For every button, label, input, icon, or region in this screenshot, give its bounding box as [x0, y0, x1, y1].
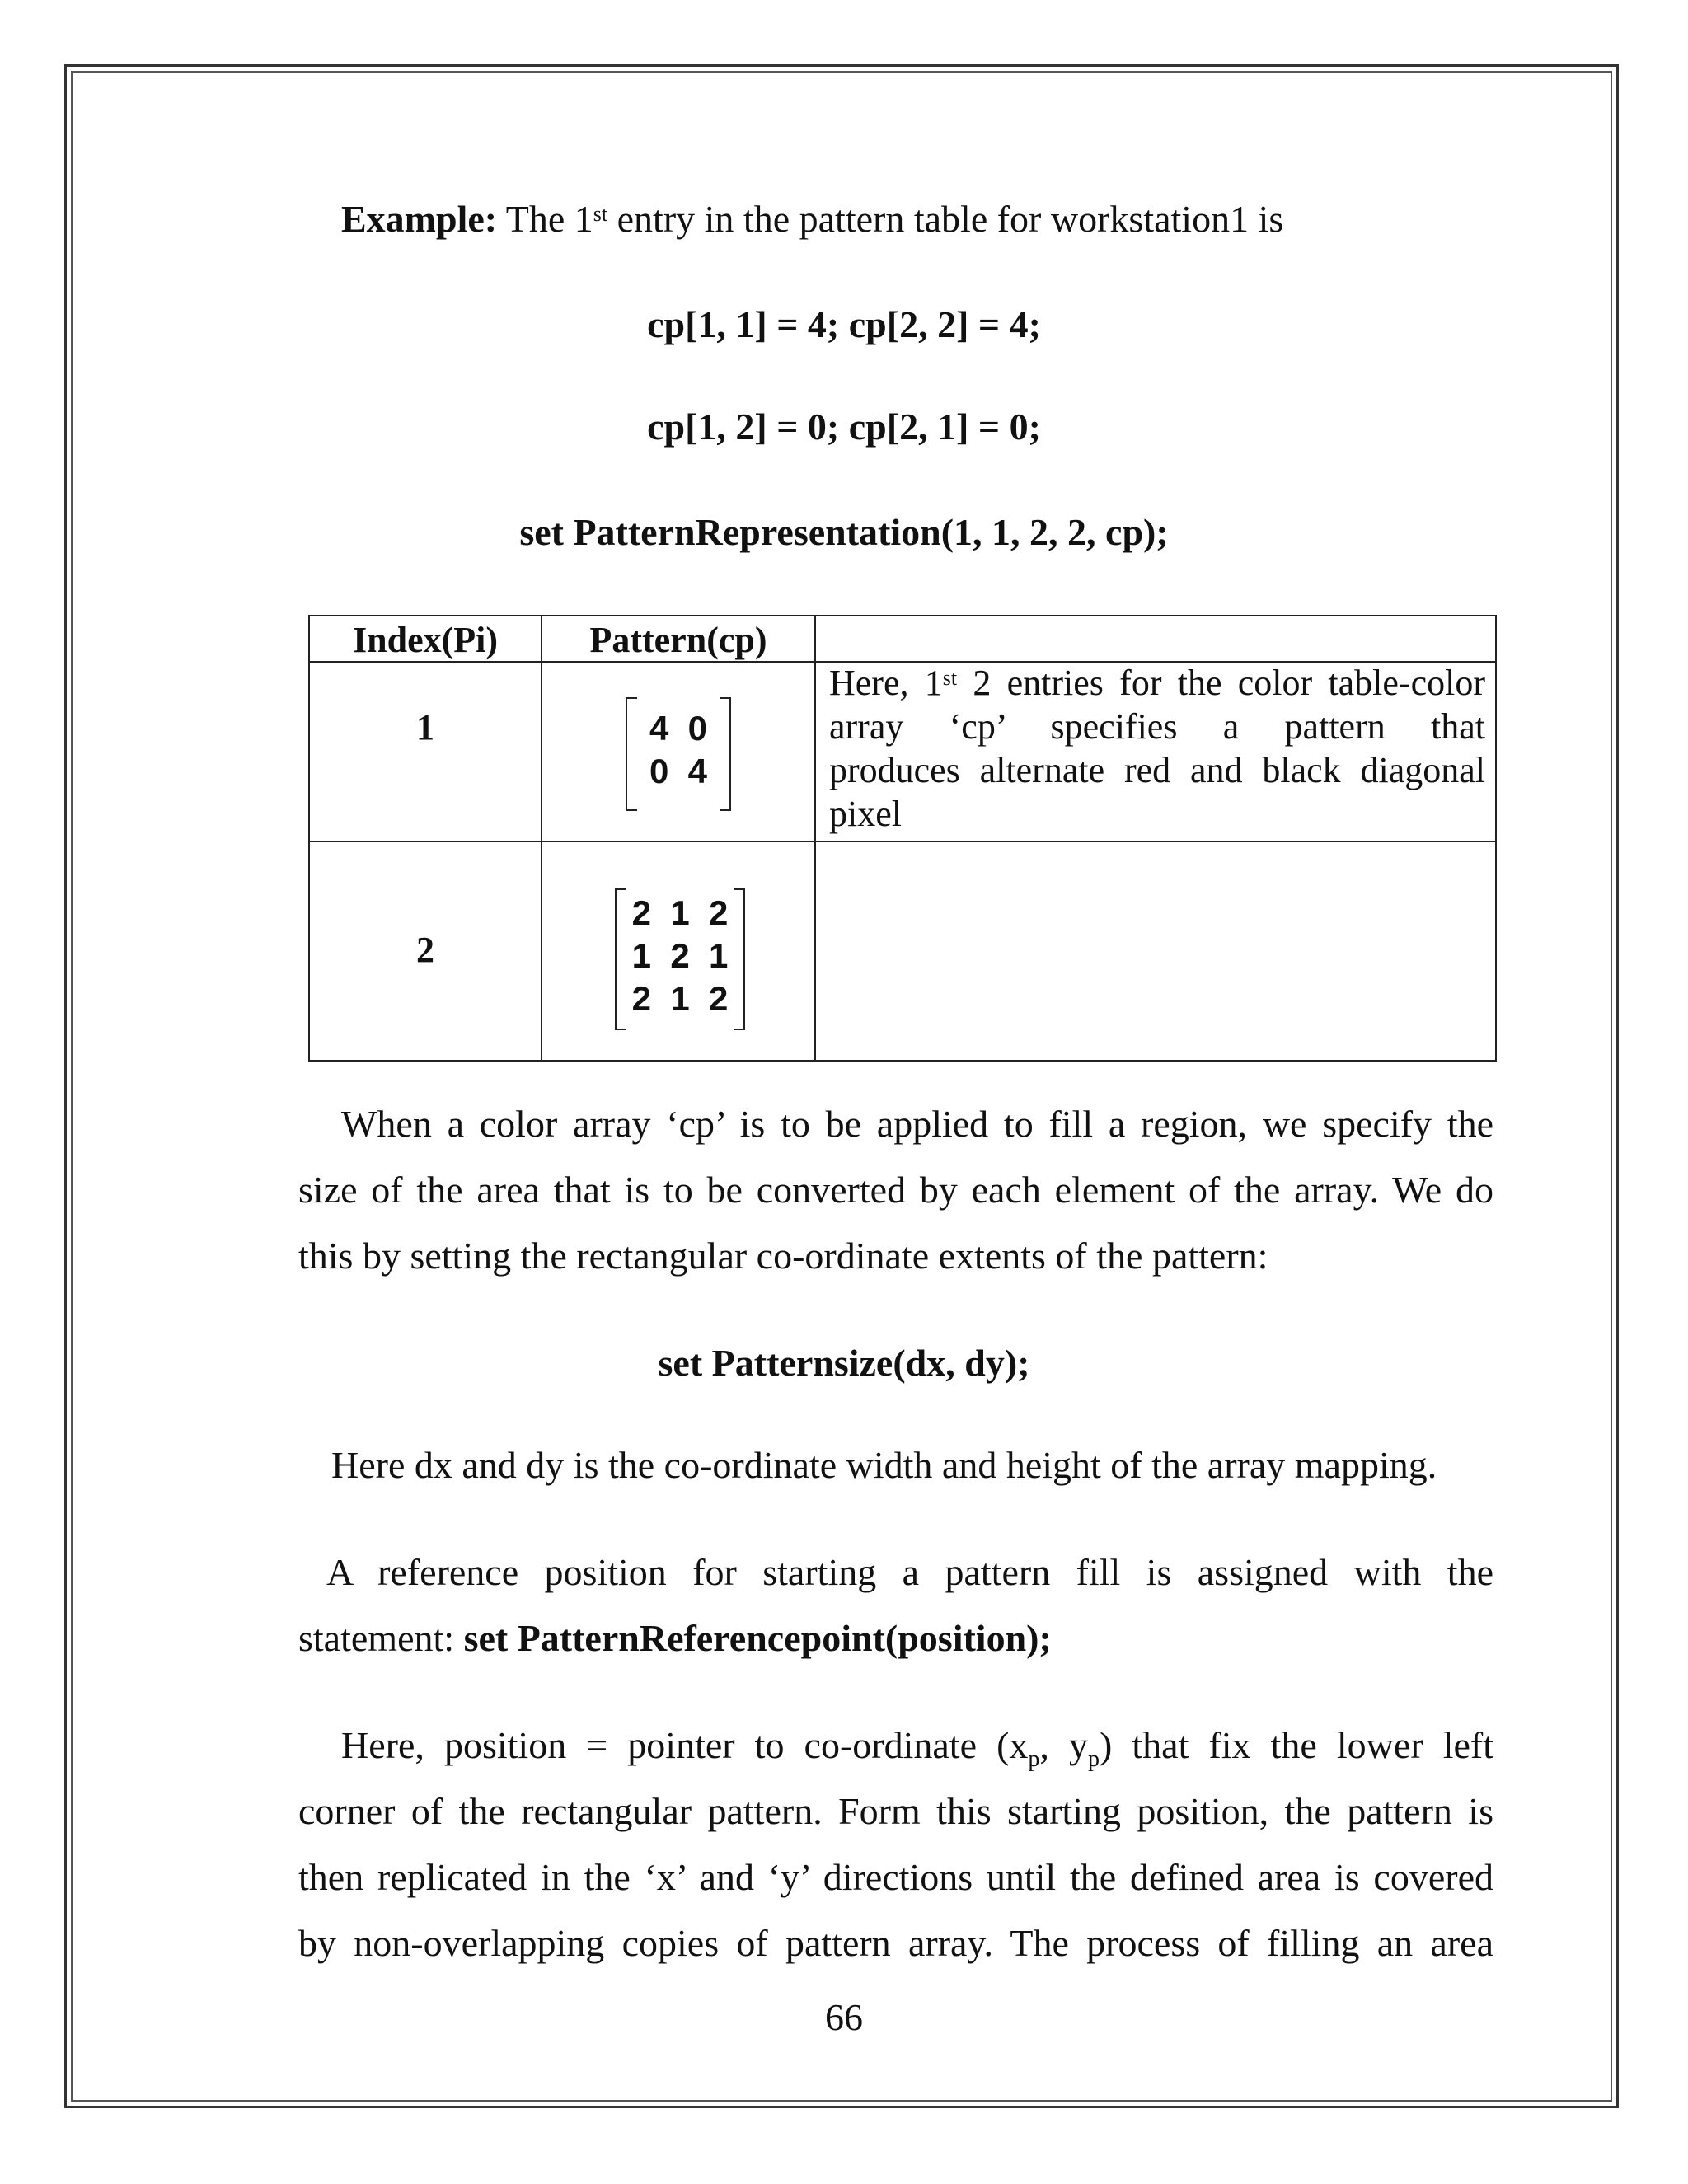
- matrix-row: 2 1 2: [631, 893, 729, 932]
- row1-matrix: [626, 697, 731, 811]
- matrix-row: 0 4: [649, 752, 708, 790]
- code-line-1: cp[1, 1] = 4; cp[2, 2] = 4;: [647, 303, 1041, 345]
- matrix-row: 2 1 2: [631, 979, 729, 1018]
- matrix-row: 4 0: [649, 709, 708, 748]
- para3-line-1: A reference position for starting a pattern fill is assigned with the: [326, 1551, 1493, 1593]
- example-text-before: The 1: [505, 198, 593, 240]
- para3-statement-code: set PatternReferencepoint(position);: [463, 1617, 1052, 1659]
- pattern-table: [308, 615, 1497, 1062]
- desc-line-4: pixel: [829, 794, 902, 834]
- code-line-2: cp[1, 2] = 0; cp[2, 1] = 0;: [647, 405, 1041, 448]
- row2-index: 2: [416, 930, 434, 970]
- para1-line-2: size of the area that is to be converted by each element of the array. We do: [298, 1169, 1493, 1211]
- matrix-row: 1 2 1: [631, 936, 729, 975]
- code-line-3: set PatternRepresentation(1, 1, 2, 2, cp);: [519, 511, 1169, 553]
- desc-line-3: produces alternate red and black diagonal: [829, 750, 1485, 790]
- header-pattern: Pattern(cp): [589, 620, 767, 660]
- row1-description: [829, 661, 1485, 836]
- example-text-after: entry in the pattern table for workstation1 is: [607, 198, 1284, 240]
- para1-line-3: this by setting the rectangular co-ordinate extents of the pattern:: [298, 1235, 1268, 1277]
- table-row-divider: [310, 841, 1495, 842]
- header-index: Index(Pi): [353, 620, 498, 660]
- para4-line-1: Here, position = pointer to co-ordinate ($x_p$, $y_p$) that fix the lower left: [341, 1724, 1494, 1772]
- para4-line-3: then replicated in the ‘x’ and ‘y’ directions until the defined area is covered: [298, 1856, 1493, 1898]
- row1-index: 1: [416, 707, 434, 748]
- table-col-divider-2: [814, 616, 816, 1060]
- table-col-divider-1: [541, 616, 542, 1060]
- page-number: 66: [825, 1996, 863, 2038]
- para3-statement-label: statement:: [298, 1617, 464, 1659]
- para1-line-1: When a color array ‘cp’ is to be applied to fill a region, we specify the: [341, 1103, 1493, 1145]
- example-sup: st: [593, 202, 608, 226]
- desc-line-2: array ‘cp’ specifies a pattern that: [829, 706, 1485, 747]
- para3-line-2: [298, 1615, 1052, 1661]
- example-label: Example:: [341, 198, 498, 240]
- example-line: [341, 196, 1283, 242]
- para4-line-4: by non-overlapping copies of pattern array. The process of filling an area: [298, 1922, 1493, 1964]
- para2: Here dx and dy is the co-ordinate width and height of the array mapping.: [331, 1444, 1437, 1486]
- para4-line-2: corner of the rectangular pattern. Form this starting position, the pattern is: [298, 1790, 1493, 1832]
- row2-matrix: [615, 888, 745, 1030]
- desc-line-1: Here, 1st 2 entries for the color table-color: [829, 663, 1485, 703]
- code-patternsize: set Patternsize(dx, dy);: [658, 1342, 1030, 1384]
